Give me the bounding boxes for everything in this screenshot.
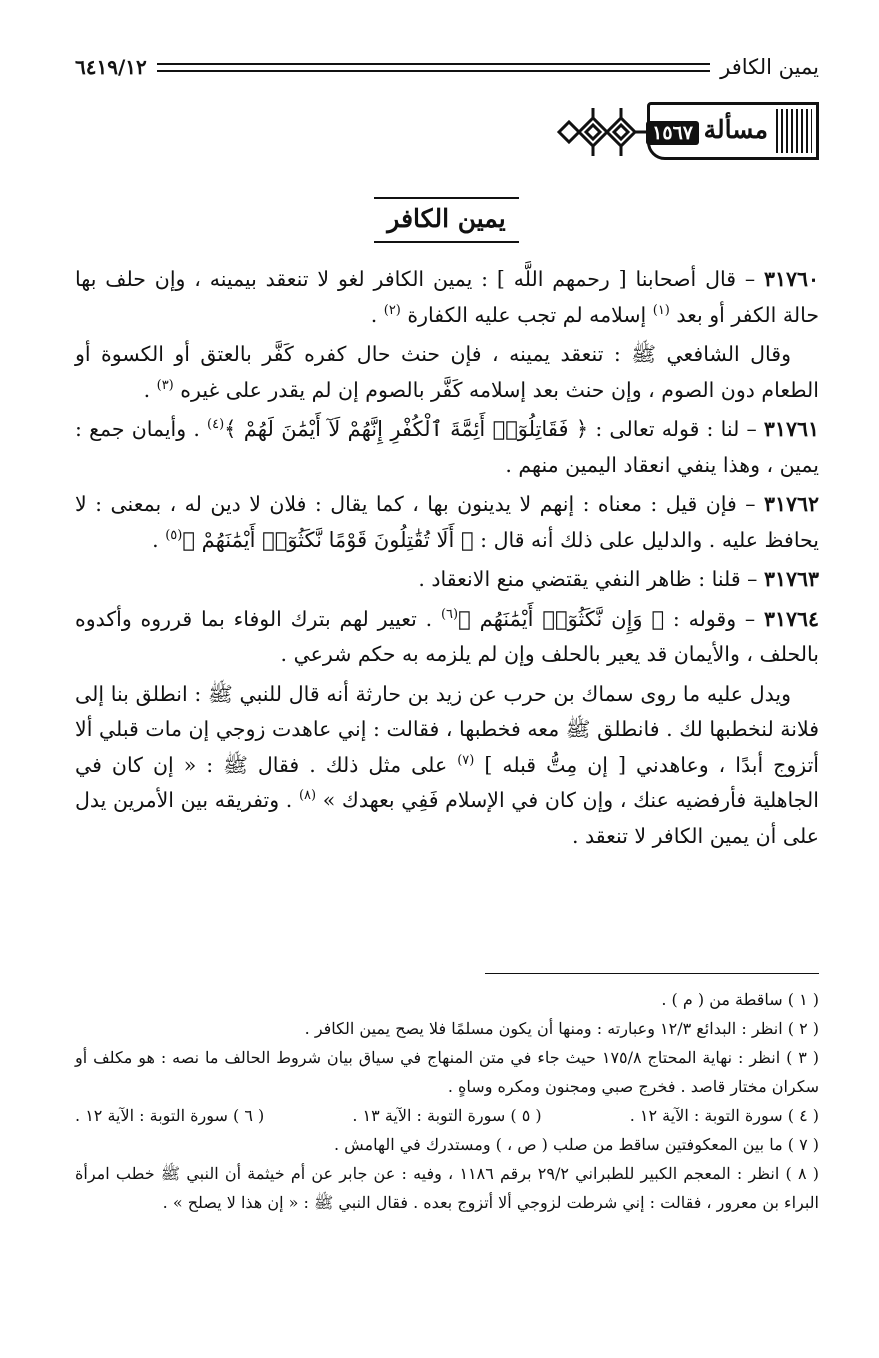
quran-verse: ﴿ وَإِن نَّكَثُوٓا۟ أَيْمَٰنَهُم ﴾ — [458, 606, 665, 631]
footnote-ref: (٢) — [383, 302, 401, 318]
paragraph-number: ٣١٧٦٢ — [763, 492, 819, 516]
footnote: ( ٦ ) سورة التوبة : الآية ١٢ . — [75, 1106, 265, 1125]
footnote: ( ٣ ) انظر : نهاية المحتاج ١٧٥/٨ حيث جاء في متن المنهاج في سياق بيان شروط الحالف ما نصه : هو مكلف أو سكران مختار قاصد . فخرج صبي ومجنون ومكره وساهٍ . — [75, 1048, 819, 1096]
issue-label: مسألة — [703, 115, 768, 144]
footnote-separator — [485, 973, 819, 974]
quran-verse: ﴿ فَقَاتِلُوٓا۟ أَئِمَّةَ ٱلْكُفْرِ إِنَّهُمْ لَآ أَيْمَٰنَ لَهُمْ ﴾ — [224, 417, 589, 441]
footnote: ( ١ ) ساقطة من ( م ) . — [661, 990, 819, 1009]
issue-banner — [555, 100, 819, 164]
issue-number: ١٥٦٧ — [646, 121, 699, 145]
paragraph-text: . وأيمان جمع : يمين ، وهذا ينفي انعقاد اليمين منهم . — [75, 417, 819, 477]
paragraph — [75, 602, 819, 673]
paragraph-text: . تعيير لهم بترك الوفاء بما قرروه وأكدوه بالحلف ، والأيمان قد يعير بالحلف وإن لم يلزمه به حكم شرعي . — [75, 606, 819, 666]
paragraph-text: . — [152, 527, 166, 552]
paragraph — [75, 337, 819, 408]
footnotes — [75, 985, 819, 1217]
paragraph-number: ٣١٧٦٠ — [763, 267, 819, 291]
footnote-ref: (٦) — [440, 606, 459, 622]
paragraph-number: ٣١٧٦٤ — [763, 606, 820, 631]
stripe-pattern — [776, 109, 812, 153]
paragraph-text: – وقوله : — [664, 606, 764, 631]
paragraph-text: – قلنا : ظاهر النفي يقتضي منع الانعقاد . — [418, 567, 764, 591]
ornament-icon — [555, 102, 651, 162]
footnote-ref: (٣) — [156, 377, 174, 393]
footnote: ( ٢ ) انظر : البدائع ١٢/٣ وعبارته : ومنها أن يكون مسلمًا فلا يصح يمين الكافر . — [304, 1019, 819, 1038]
footnote-ref: (٤) — [207, 417, 225, 433]
paragraph — [75, 677, 819, 855]
footnote-ref: (١) — [652, 302, 670, 318]
footnote: ( ٨ ) انظر : المعجم الكبير للطبراني ٢٩/٢ برقم ١١٨٦ ، وفيه : عن جابر عن أم خيثمة أن النبي ﷺ خطب امرأة البراء بن معرور ، فقالت : إني شرطت لزوجي ألا أتزوج بعده . فقال النبي ﷺ : « إن هذا لا يصلح » . — [75, 1164, 820, 1212]
footnote: ( ٥ ) سورة التوبة : الآية ١٣ . — [352, 1106, 542, 1125]
footnote-ref: (٥) — [165, 527, 183, 543]
paragraph-text: . — [370, 302, 384, 327]
paragraph — [75, 412, 819, 483]
running-header — [75, 52, 819, 82]
paragraph-text: . وتفريقه بين الأمرين يدل على أن يمين الكافر لا تنعقد . — [75, 788, 819, 848]
paragraph-text: – قال أصحابنا [ رحمهم اللَّه ] : يمين الكافر لغو لا تنعقد بيمينه ، وإن حلف بها حالة الكفر أو بعد — [75, 267, 819, 327]
paragraph-text: . — [143, 377, 157, 402]
footnote-ref: (٨) — [298, 788, 317, 804]
footnote: ( ٤ ) سورة التوبة : الآية ١٢ . — [629, 1106, 819, 1125]
paragraph-text: وقال الشافعي ﷺ : تنعقد يمينه ، فإن حنث حال كفره كَفَّر بالعتق أو الكسوة أو الطعام دون الصوم ، وإن حنث بعد إسلامه كَفَّر بالصوم إن لم يقدر على غيره — [75, 342, 819, 402]
footnote-ref: (٧) — [457, 752, 475, 768]
paragraph — [75, 487, 819, 558]
paragraph-text: على مثل ذلك . فقال ﷺ : « إن كان في الجاهلية فأرفضيه عنك ، وإن كان في الإسلام فَفِي بعهدك » — [75, 752, 819, 812]
header-rule — [157, 63, 710, 72]
paragraph-text: ويدل عليه ما روى سماك بن حرب عن زيد بن حارثة أنه قال للنبي ﷺ : انطلق بنا إلى فلانة لنخطبها لك . فانطلق ﷺ معه فخطبها ، فقالت : إني عاهدت زوجي إن مات قبلي ألا أتزوج أبدًا ، وعاهدني [ إن مِتُّ قبله ] — [75, 681, 819, 777]
paragraph-text: – لنا : قوله تعالى : — [588, 417, 764, 441]
footnote: ( ٧ ) ما بين المعكوفتين ساقط من صلب ( ص ، ) ومستدرك في الهامش . — [333, 1135, 819, 1154]
running-title: يمين الكافر — [720, 55, 819, 79]
page-reference: ٦٤١٩/١٢ — [75, 55, 147, 79]
paragraph-text: – فإن قيل : معناه : إنهم لا يدينون بها ، كما يقال : فلان لا دين له ، بمعنى : لا يحافظ عليه . والدليل على ذلك أنه قال : — [75, 492, 819, 552]
issue-box — [647, 102, 819, 160]
footnote-row — [75, 1101, 819, 1130]
paragraph — [75, 562, 819, 598]
paragraph-text: إسلامه لم تجب عليه الكفارة — [400, 302, 653, 327]
section-title: يمين الكافر — [374, 197, 519, 243]
quran-verse: ﴿ أَلَا تُقَٰتِلُونَ قَوْمًا نَّكَثُوٓا۟ أَيْمَٰنَهُمْ ﴾ — [182, 527, 474, 552]
body-text — [75, 262, 819, 858]
paragraph-number: ٣١٧٦٣ — [763, 567, 819, 591]
paragraph-number: ٣١٧٦١ — [763, 417, 819, 441]
paragraph — [75, 262, 819, 333]
